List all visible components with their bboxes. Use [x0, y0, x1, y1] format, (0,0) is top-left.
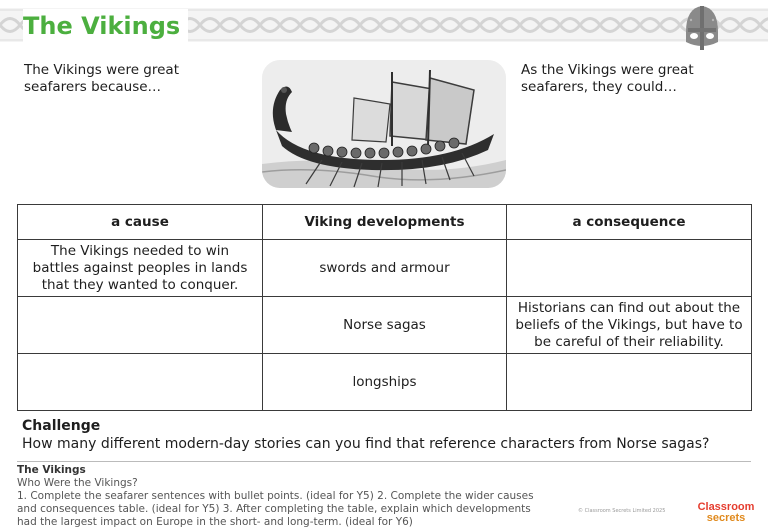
- development-cell: longships: [263, 354, 507, 411]
- table-row: [18, 297, 752, 354]
- page-header: [0, 0, 768, 50]
- development-cell: Norse sagas: [263, 297, 507, 354]
- longship-drawing: [262, 60, 506, 188]
- header-development: Viking developments: [263, 205, 507, 240]
- intro-right-prompt: As the Vikings were great seafarers, they could…: [521, 62, 694, 95]
- consequence-cell[interactable]: Historians can find out about the beliefs of the Vikings, but have to be careful of their reliability.: [507, 297, 752, 354]
- header-consequence: a consequence: [507, 205, 752, 240]
- challenge-title: Challenge: [22, 418, 101, 434]
- intro-left-prompt: The Vikings were great seafarers because…: [24, 62, 179, 95]
- footer-notes: [17, 464, 547, 529]
- classroom-secrets-logo: [692, 502, 760, 528]
- consequence-cell[interactable]: [507, 354, 752, 411]
- logo-line-2: secrets: [706, 512, 746, 524]
- cause-cell[interactable]: [18, 354, 263, 411]
- longship-illustration: [262, 60, 506, 188]
- cause-cell[interactable]: The Vikings needed to win battles against peoples in lands that they wanted to conquer.: [18, 240, 263, 297]
- footer-title: The Vikings: [17, 464, 86, 476]
- footer-divider: [17, 461, 751, 462]
- development-cell: swords and armour: [263, 240, 507, 297]
- table-header-row: [18, 205, 752, 240]
- table-row: [18, 354, 752, 411]
- causes-consequences-table: [17, 204, 752, 411]
- challenge-section: [22, 418, 762, 453]
- footer-subtitle: Who Were the Vikings?: [17, 477, 138, 489]
- challenge-text: How many different modern-day stories can you find that reference characters from Norse sagas?: [22, 436, 710, 452]
- footer-instructions: 1. Complete the seafarer sentences with bullet points. (ideal for Y5) 2. Complete the wider causes and consequences table. (ideal for Y5) 3. After completing the table, explain which developments had the largest impact on Europe in the short- and long-term. (ideal for Y6): [17, 490, 534, 528]
- header-cause: a cause: [18, 205, 263, 240]
- cause-cell[interactable]: [18, 297, 263, 354]
- table-row: [18, 240, 752, 297]
- consequence-cell[interactable]: [507, 240, 752, 297]
- viking-helmet-icon: [682, 2, 722, 54]
- logo-line-1: Classroom: [697, 501, 755, 513]
- page-title: The Vikings: [23, 9, 188, 43]
- copyright-notice: © Classroom Secrets Limited 2025: [578, 508, 666, 514]
